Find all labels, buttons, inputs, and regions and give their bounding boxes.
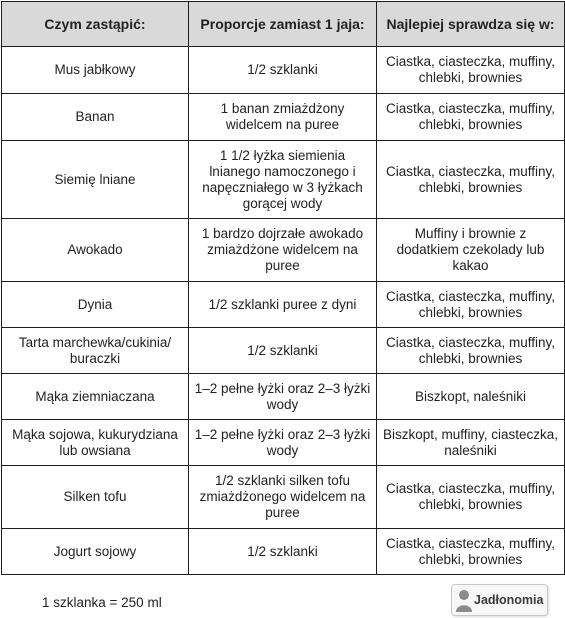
table-row <box>2 328 565 374</box>
cell-substitute: Mąka sojowa, kukurydziana lub owsiana <box>2 420 189 466</box>
cell-proportion: 1 banan zmiażdżony widelcem na puree <box>189 94 377 141</box>
cell-best-for: Ciastka, ciasteczka, muffiny, chlebki, brownies <box>377 466 565 529</box>
cell-best-for: Ciastka, ciasteczka, muffiny, chlebki, brownies <box>377 529 565 575</box>
cell-proportion: 1/2 szklanki <box>189 529 377 575</box>
cell-proportion: 1 1/2 łyżka siemienia lnianego namoczonego i napęczniałego w 3 łyżkach gorącej wody <box>189 141 377 219</box>
table-row <box>2 282 565 328</box>
person-icon <box>455 588 473 612</box>
cell-best-for: Biszkopt, muffiny, ciasteczka, naleśniki <box>377 420 565 466</box>
cell-proportion: 1–2 pełne łyżki oraz 2–3 łyżki wody <box>189 374 377 420</box>
cell-substitute: Mus jabłkowy <box>2 47 189 94</box>
cell-substitute: Silken tofu <box>2 466 189 529</box>
cell-best-for: Biszkopt, naleśniki <box>377 374 565 420</box>
table-row <box>2 141 565 219</box>
cell-substitute: Awokado <box>2 219 189 282</box>
table-row <box>2 466 565 529</box>
cell-proportion: 1/2 szklanki puree z dyni <box>189 282 377 328</box>
cell-best-for: Ciastka, ciasteczka, muffiny, chlebki, brownies <box>377 328 565 374</box>
table-row <box>2 94 565 141</box>
table-row <box>2 374 565 420</box>
cell-proportion: 1/2 szklanki <box>189 47 377 94</box>
cell-substitute: Jogurt sojowy <box>2 529 189 575</box>
header-substitute: Czym zastąpić: <box>2 2 189 47</box>
cell-proportion: 1/2 szklanki <box>189 328 377 374</box>
cell-proportion: 1 bardzo dojrzałe awokado zmiażdżone widelcem na puree <box>189 219 377 282</box>
table-row <box>2 420 565 466</box>
cell-proportion: 1–2 pełne łyżki oraz 2–3 łyżki wody <box>189 420 377 466</box>
header-best-for: Najlepiej sprawdza się w: <box>377 2 565 47</box>
cell-best-for: Ciastka, ciasteczka, muffiny, chlebki, brownies <box>377 141 565 219</box>
cell-best-for: Ciastka, ciasteczka, muffiny, chlebki, brownies <box>377 282 565 328</box>
cell-substitute: Banan <box>2 94 189 141</box>
brand-logo <box>451 584 548 616</box>
footnote: 1 szklanka = 250 ml <box>42 595 162 610</box>
cell-substitute: Mąka ziemniaczana <box>2 374 189 420</box>
cell-substitute: Tarta marchewka/cukinia/ buraczki <box>2 328 189 374</box>
cell-best-for: Muffiny i brownie z dodatkiem czekolady lub kakao <box>377 219 565 282</box>
cell-best-for: Ciastka, ciasteczka, muffiny, chlebki, brownies <box>377 94 565 141</box>
cell-substitute: Siemię lniane <box>2 141 189 219</box>
egg-substitutes-table <box>1 1 565 575</box>
header-proportion: Proporcje zamiast 1 jaja: <box>189 2 377 47</box>
table-row <box>2 47 565 94</box>
cell-best-for: Ciastka, ciasteczka, muffiny, chlebki, brownies <box>377 47 565 94</box>
table-row <box>2 529 565 575</box>
cell-substitute: Dynia <box>2 282 189 328</box>
cell-proportion: 1/2 szklanki silken tofu zmiażdżonego widelcem na puree <box>189 466 377 529</box>
table-row <box>2 219 565 282</box>
table-header-row <box>2 2 565 47</box>
logo-text: Jadłonomia <box>474 593 544 607</box>
